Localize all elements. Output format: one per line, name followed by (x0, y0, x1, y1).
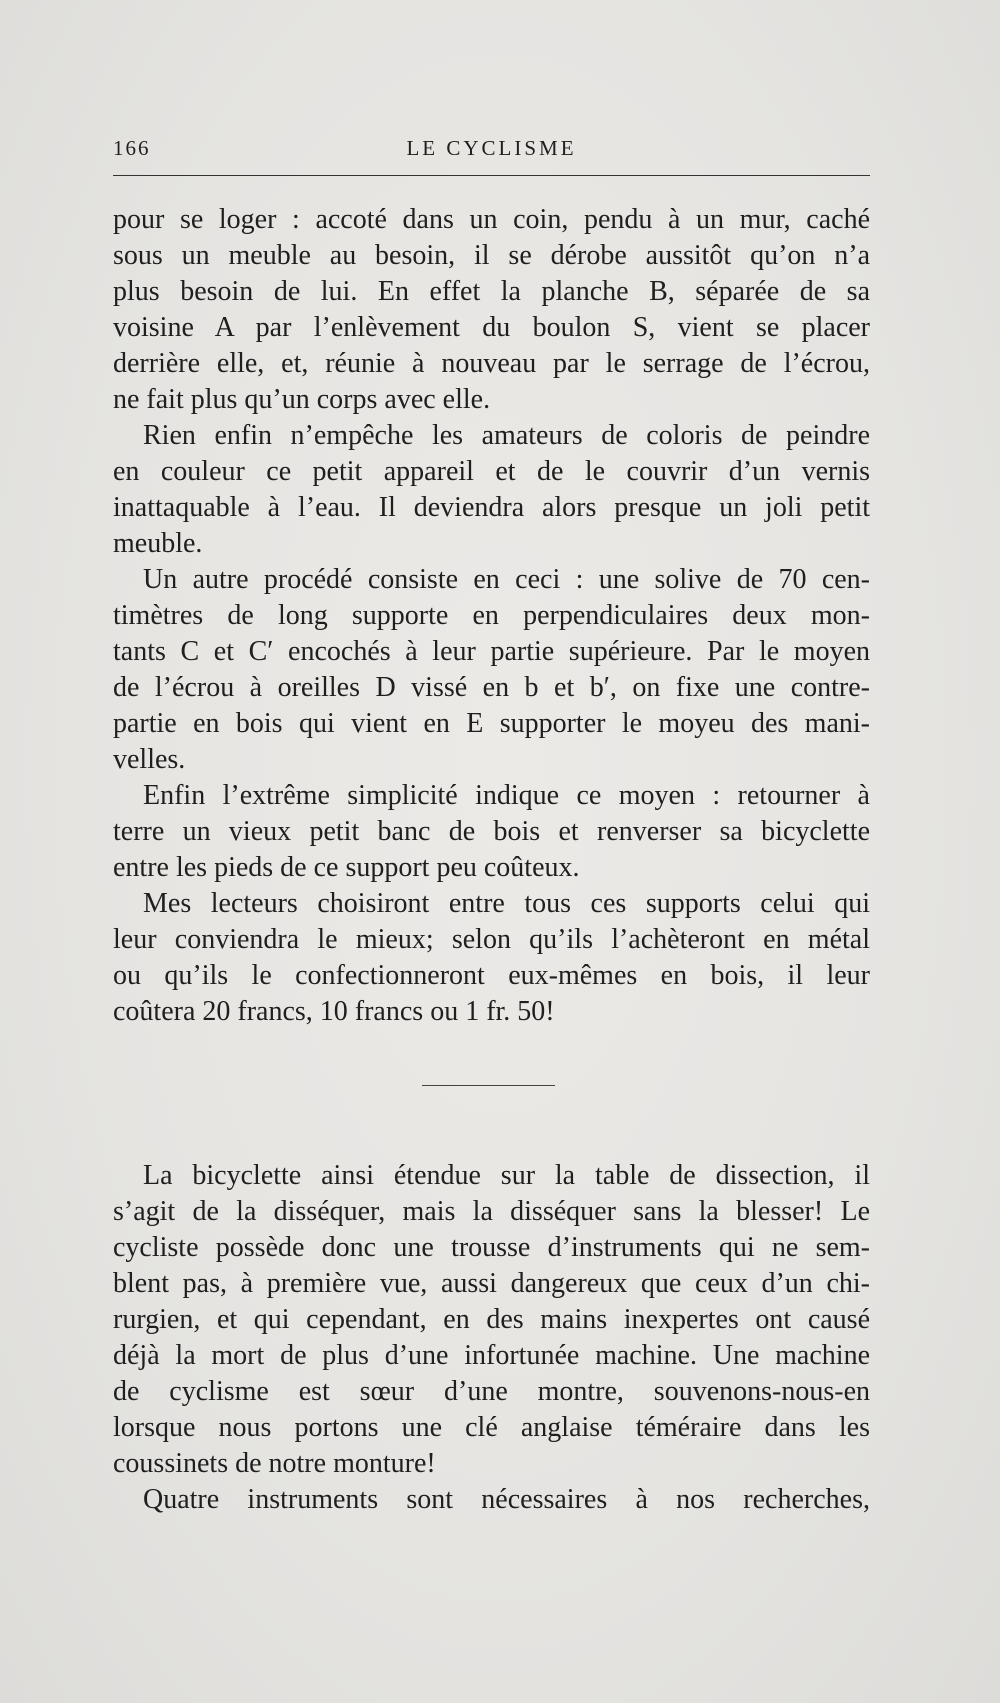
text-line: pour se loger : accoté dans un coin, pendu à un mur, caché (113, 204, 870, 235)
text-line: en couleur ce petit appareil et de le couvrir d’un vernis (113, 456, 870, 487)
text-line: coûtera 20 francs, 10 francs ou 1 fr. 50! (113, 996, 555, 1027)
text-line: ou qu’ils le confectionneront eux-mêmes en bois, il leur (113, 960, 870, 991)
text-line: coussinets de notre monture! (113, 1448, 436, 1479)
section-two-text (113, 1158, 870, 1518)
text-line: derrière elle, et, réunie à nouveau par le serrage de l’écrou, (113, 348, 870, 379)
paragraph-start-line: Mes lecteurs choisiront entre tous ces supports celui qui (143, 888, 870, 919)
paragraph-start-line: Enfin l’extrême simplicité indique ce moyen : retourner à (143, 780, 870, 811)
text-line: cycliste possède donc une trousse d’instruments qui ne sem- (113, 1232, 870, 1263)
text-line: plus besoin de lui. En effet la planche B, séparée de sa (113, 276, 870, 307)
text-line: ne fait plus qu’un corps avec elle. (113, 384, 491, 415)
text-line: s’agit de la disséquer, mais la disséquer sans la blesser! Le (113, 1196, 870, 1227)
text-line: leur conviendra le mieux; selon qu’ils l’achèteront en métal (113, 924, 870, 955)
text-line: tants C et C′ encochés à leur partie supérieure. Par le moyen (113, 636, 870, 667)
page-header (113, 136, 870, 166)
paragraph-start-line: Rien enfin n’empêche les amateurs de coloris de peindre (143, 420, 870, 451)
running-title: LE CYCLISME (406, 136, 577, 160)
text-line: meuble. (113, 528, 203, 559)
text-line: terre un vieux petit banc de bois et renverser sa bicyclette (113, 816, 870, 847)
text-line: blent pas, à première vue, aussi dangereux que ceux d’un chi- (113, 1268, 870, 1299)
paragraph-start-line: Quatre instruments sont nécessaires à nos recherches, (143, 1484, 870, 1515)
text-line: de cyclisme est sœur d’une montre, souvenons-nous-en (113, 1376, 870, 1407)
text-line: lorsque nous portons une clé anglaise téméraire dans les (113, 1412, 870, 1443)
page-number: 166 (113, 136, 151, 160)
header-rule (113, 175, 870, 176)
text-line: velles. (113, 744, 186, 775)
text-line: de l’écrou à oreilles D vissé en b et b′, on fixe une contre- (113, 672, 870, 703)
paragraph-start-line: La bicyclette ainsi étendue sur la table de dissection, il (143, 1160, 870, 1191)
text-line: voisine A par l’enlèvement du boulon S, vient se placer (113, 312, 870, 343)
text-line: partie en bois qui vient en E supporter le moyeu des mani- (113, 708, 870, 739)
text-line: timètres de long supporte en perpendiculaires deux mon- (113, 600, 870, 631)
text-line: rurgien, et qui cependant, en des mains inexpertes ont causé (113, 1304, 870, 1335)
section-one-text (113, 202, 870, 1030)
text-line: entre les pieds de ce support peu coûteux. (113, 852, 580, 883)
text-line: inattaquable à l’eau. Il deviendra alors presque un joli petit (113, 492, 870, 523)
text-line: sous un meuble au besoin, il se dérobe aussitôt qu’on n’a (113, 240, 870, 271)
paragraph-start-line: Un autre procédé consiste en ceci : une solive de 70 cen- (143, 564, 870, 595)
section-divider (422, 1085, 555, 1086)
text-line: déjà la mort de plus d’une infortunée machine. Une machine (113, 1340, 870, 1371)
